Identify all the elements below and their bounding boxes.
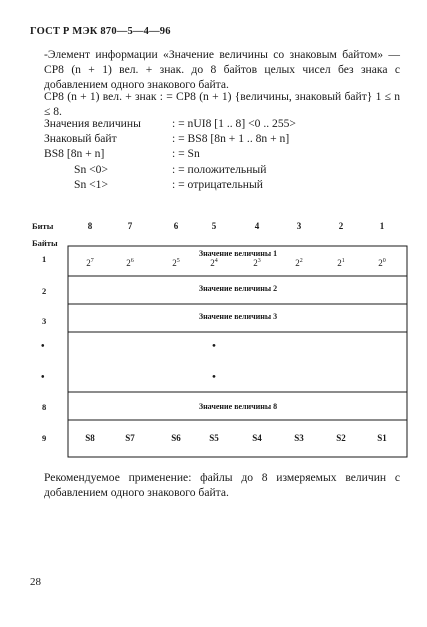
byte-label: 3: [42, 316, 47, 326]
definition-term: Значения величины: [44, 117, 141, 130]
byte-label: 1: [42, 254, 47, 264]
sign-bit: S7: [125, 433, 135, 443]
sign-bit: S8: [85, 433, 95, 443]
bit-weight: $2^0$: [378, 258, 386, 268]
byte-label: 9: [42, 433, 47, 443]
ellipsis-dot: •: [211, 369, 217, 384]
paragraph-element-definition: -Элемент информации «Значение величины со знаковым байтом» — CP8 (n + 1) вел. + знак. до 8 байтов целых чисел без знака с добавлением одного знакового байта.: [44, 48, 400, 92]
definition-term: BS8 [8n + n]: [44, 147, 105, 161]
sign-bit: S1: [377, 433, 387, 443]
sign-bit: S2: [336, 433, 346, 443]
ellipsis-dot: •: [211, 338, 217, 353]
sign-bit: S5: [209, 433, 219, 443]
bit-weight: $2^6$: [126, 258, 134, 268]
bit-number: 8: [87, 221, 93, 231]
bit-number: 3: [296, 221, 302, 231]
byte-label: 8: [42, 402, 47, 412]
bit-weight: $2^5$: [172, 258, 180, 268]
bytes-label: Байты: [32, 238, 58, 248]
definition-value: : = BS8 [8n + 1 .. 8n + n]: [172, 132, 290, 146]
bit-number: 4: [254, 221, 260, 231]
definition-value: : = положительный: [172, 162, 267, 176]
bit-weight: $2^1$: [337, 258, 345, 268]
recommendation-paragraph: Рекомендуемое применение: файлы до 8 измеряемых величин с добавлением одного знакового байта.: [44, 471, 400, 500]
document-header: ГОСТ Р МЭК 870—5—4—96: [30, 26, 171, 37]
byte-label: 2: [42, 286, 47, 296]
bit-layout-table: [30, 218, 408, 458]
definition-term: Sn <0>: [74, 162, 109, 176]
definition-value: : = Sn: [172, 147, 200, 161]
definition-term: Знаковый байт: [44, 132, 117, 146]
row-caption: Значение величины 2: [198, 284, 278, 293]
row-caption: Значение величины 8: [198, 402, 278, 411]
bit-number: 6: [173, 221, 179, 231]
bit-number: 2: [338, 221, 344, 231]
sign-bit: S3: [294, 433, 304, 443]
bit-number: 1: [379, 221, 385, 231]
bit-number: 5: [211, 221, 217, 231]
bit-number: 7: [127, 221, 133, 231]
byte-label: •: [41, 341, 45, 352]
definition-value: : = отрицательный: [172, 177, 263, 191]
definition-term: Sn <1>: [74, 177, 109, 191]
page-number: 28: [30, 576, 41, 588]
sign-bit: S6: [171, 433, 181, 443]
bits-label: Биты: [32, 221, 54, 231]
bit-weight: $2^7$: [86, 258, 94, 268]
row-caption: Значение величины 1: [198, 249, 278, 258]
row-caption: Значение величины 3: [198, 312, 278, 321]
bit-weight: $2^3$: [253, 258, 261, 268]
sign-bit: S4: [252, 433, 262, 443]
byte-label: •: [41, 372, 45, 383]
definition-value: : = nUI8 [1 .. 8] <0 .. 255>: [172, 117, 296, 130]
paragraph-formula: CP8 (n + 1) вел. + знак : = CP8 (n + 1) {величины, знаковый байт} 1 ≤ n ≤ 8.: [44, 90, 400, 119]
bit-weight: $2^2$: [295, 258, 303, 268]
bit-weight: $2^4$: [210, 258, 218, 268]
